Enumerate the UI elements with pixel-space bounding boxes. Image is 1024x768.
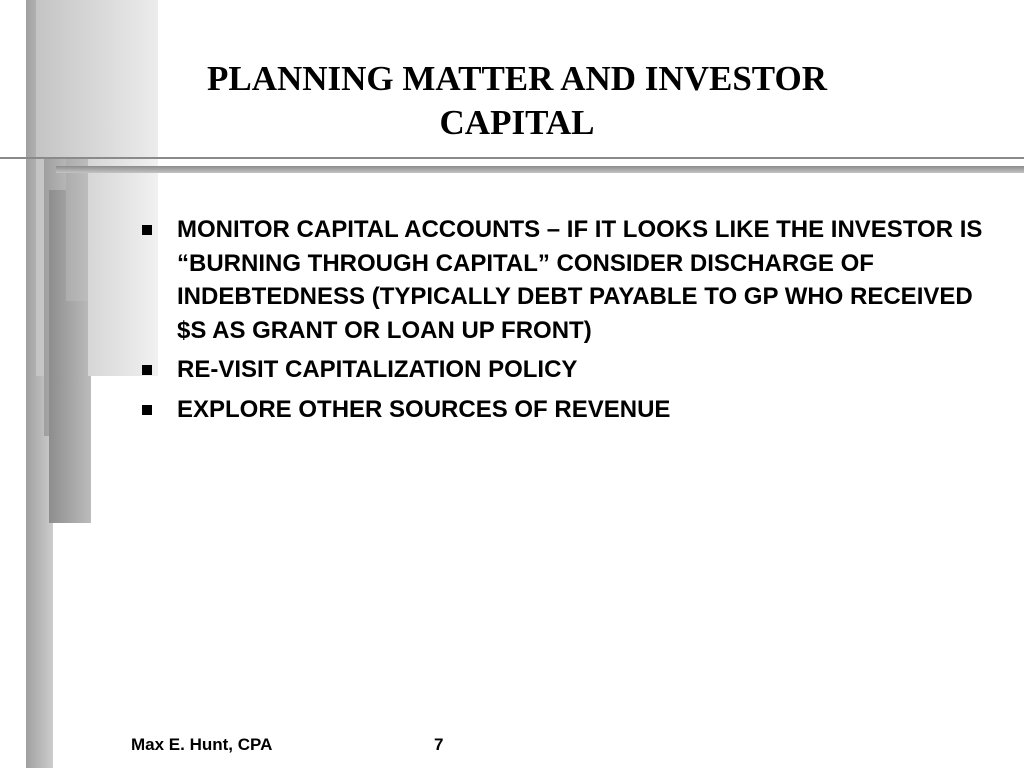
square-bullet-icon bbox=[142, 225, 152, 235]
page-number: 7 bbox=[434, 735, 444, 754]
title-divider-thick bbox=[56, 166, 1024, 173]
bullet-item bbox=[140, 353, 990, 387]
bullet-text: RE-VISIT CAPITALIZATION POLICY bbox=[177, 356, 578, 383]
bullet-list bbox=[140, 213, 990, 432]
square-bullet-icon bbox=[142, 405, 152, 415]
bullet-item bbox=[140, 393, 990, 427]
square-bullet-icon bbox=[142, 365, 152, 375]
bullet-item bbox=[140, 213, 990, 347]
slide-title: PLANNING MATTER AND INVESTOR CAPITAL bbox=[206, 59, 828, 142]
title-divider-thin bbox=[0, 157, 1024, 159]
footer-author: Max E. Hunt, CPA bbox=[131, 735, 273, 754]
bullet-text: MONITOR CAPITAL ACCOUNTS – IF IT LOOKS LIKE THE INVESTOR IS “BURNING THROUGH CAPITAL” CONSIDER DISCHARGE OF INDEBTEDNESS (TYPICALLY DEBT PAYABLE TO GP WHO RECEIVED $S AS GRANT OR LOAN UP FRONT) bbox=[177, 216, 983, 344]
bullet-text: EXPLORE OTHER SOURCES OF REVENUE bbox=[177, 395, 671, 423]
